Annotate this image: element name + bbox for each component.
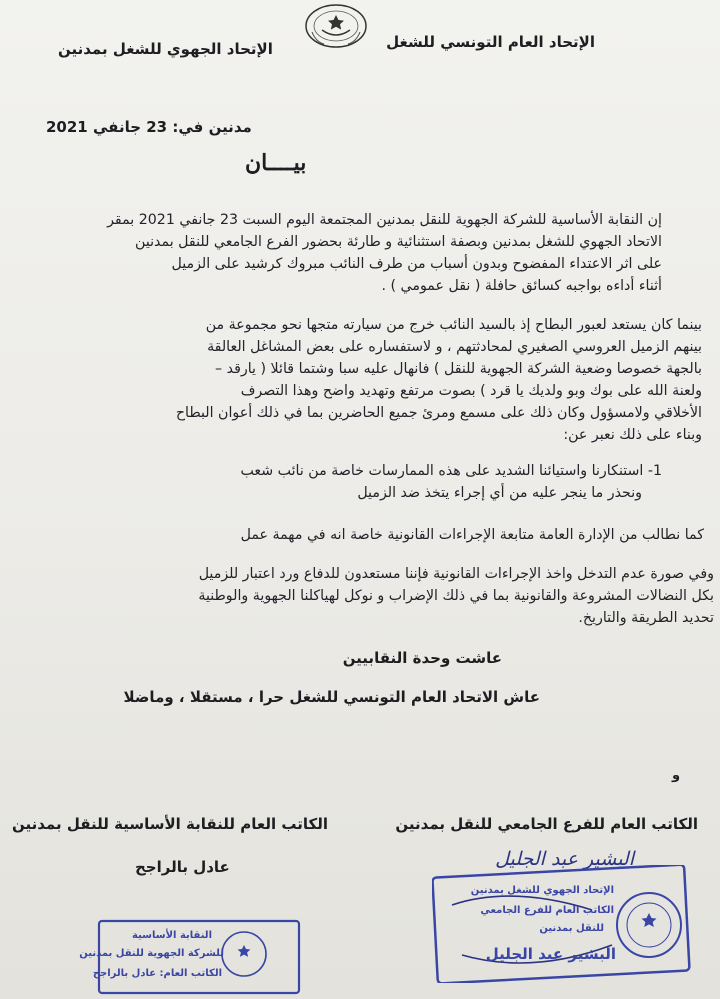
paragraph-1-line: أثناء أداءه بواجبه كسائق حافلة ( نقل عمومي ) . [381,278,662,294]
stamp-left-line3: الكاتب العام: عادل بالراجح [92,968,222,979]
paragraph-2-line: بينما كان يستعد لعبور البطاح إذ بالسيد النائب خرج من سيارته متجها نحو مجموعة من [205,317,702,333]
document-title: بيــــان [245,150,307,176]
stamp-right [432,865,694,983]
paragraph-2-line: وبناء على ذلك نعبر عن: [563,427,702,443]
stamp-right-line1: الإتحاد الجهوي للشغل بمدنين [470,885,614,896]
signature-title-left: الكاتب العام للنقابة الأساسية للنقل بمدنين [12,815,328,833]
stamp-left-line2: للشركة الجهوية للنقل بمدنين [79,948,224,959]
stamp-left [79,918,304,996]
paragraph-2-line: ولعنة الله على بوك وبو ولديك يا قرد ) بصوت مرتفع وتهديد واضح وهذا التصرف [240,383,702,399]
paragraph-1-line: على اثر الاعتداء المفضوح وبدون أسباب من طرف النائب مبروك كرشيد على الزميل [171,256,662,272]
stamp-right-line4: البشير عبد الجليل [485,945,616,963]
paragraph-4 [14,563,714,629]
header-org-left: الإتحاد الجهوي للشغل بمدنين [58,40,273,58]
paragraph-3-line: كما نطالب من الإدارة العامة متابعة الإجراءات القانونية خاصة انه في مهمة عمل [240,527,704,543]
stamp-right-line2: الكاتب العام للفرع الجامعي [480,905,614,916]
paragraph-2 [12,314,702,446]
paragraph-1 [37,209,662,297]
conjunction: و [672,768,681,783]
paragraph-1-line: الاتحاد الجهوي للشغل بمدنين وبصفة استثنائية و طارئة بحضور الفرع الجامعي للنقل بمدنين [135,234,662,250]
document-date: مدنين في: 23 جانفي 2021 [46,118,252,136]
paragraph-2-line: بينهم الزميل العروسي الصغيري لمحادثتهم ، و لاستفساره على بعض المشاغل العالقة [207,339,702,355]
paragraph-4-line: تحديد الطريقة والتاريخ. [578,610,714,626]
point-1-line: ونحذر ما ينجر عليه من أي إجراء يتخذ ضد الزميل [357,485,642,501]
paragraph-4-line: بكل النضالات المشروعة والقانونية بما في ذلك الإضراب و نوكل لهياكلنا الجهوية والوطنية [198,588,714,604]
signature-title-right: الكاتب العام للفرع الجامعي للنقل بمدنين [395,815,698,833]
closing-unity: عاشت وحدة النقابيين [342,649,502,667]
paragraph-1-line: إن النقابة الأساسية للشركة الجهوية للنقل بمدنين المجتمعة اليوم السبت 23 جانفي 2021 بمقر [107,212,662,228]
signature-name-right: البشير عبد الجليل [495,848,634,870]
closing-ugtt: عاش الاتحاد العام التونسي للشغل حرا ، مستقلا ، وماضلا [123,688,540,706]
stamp-left-line1: النقابة الأساسية [132,930,212,941]
point-1 [62,460,662,504]
signature-name-left: عادل بالراجح [135,858,230,876]
paragraph-3 [14,524,704,546]
stamp-right-line3: للنقل بمدنين [539,923,604,934]
paragraph-4-line: وفي صورة عدم التدخل واخذ الإجراءات القانونية فإننا مستعدون للدفاع ورد اعتبار للزميل [198,566,714,582]
ugtt-emblem-icon [300,2,372,50]
header-org-right: الإتحاد العام التونسي للشغل [386,33,595,51]
paragraph-2-line: بالجهة خصوصا وضعية الشركة الجهوية للنقل ) فانهال عليه سبا وشتما قائلا ( يارقد – [215,361,702,377]
paragraph-2-line: الأخلاقي ولامسؤول وكان ذلك على مسمع ومرئ جميع الحاضرين بما في ذلك أعوان البطاح [175,405,702,421]
point-1-line: 1- استنكارنا واستيائنا الشديد على هذه الممارسات خاصة من نائب شعب [240,463,662,479]
